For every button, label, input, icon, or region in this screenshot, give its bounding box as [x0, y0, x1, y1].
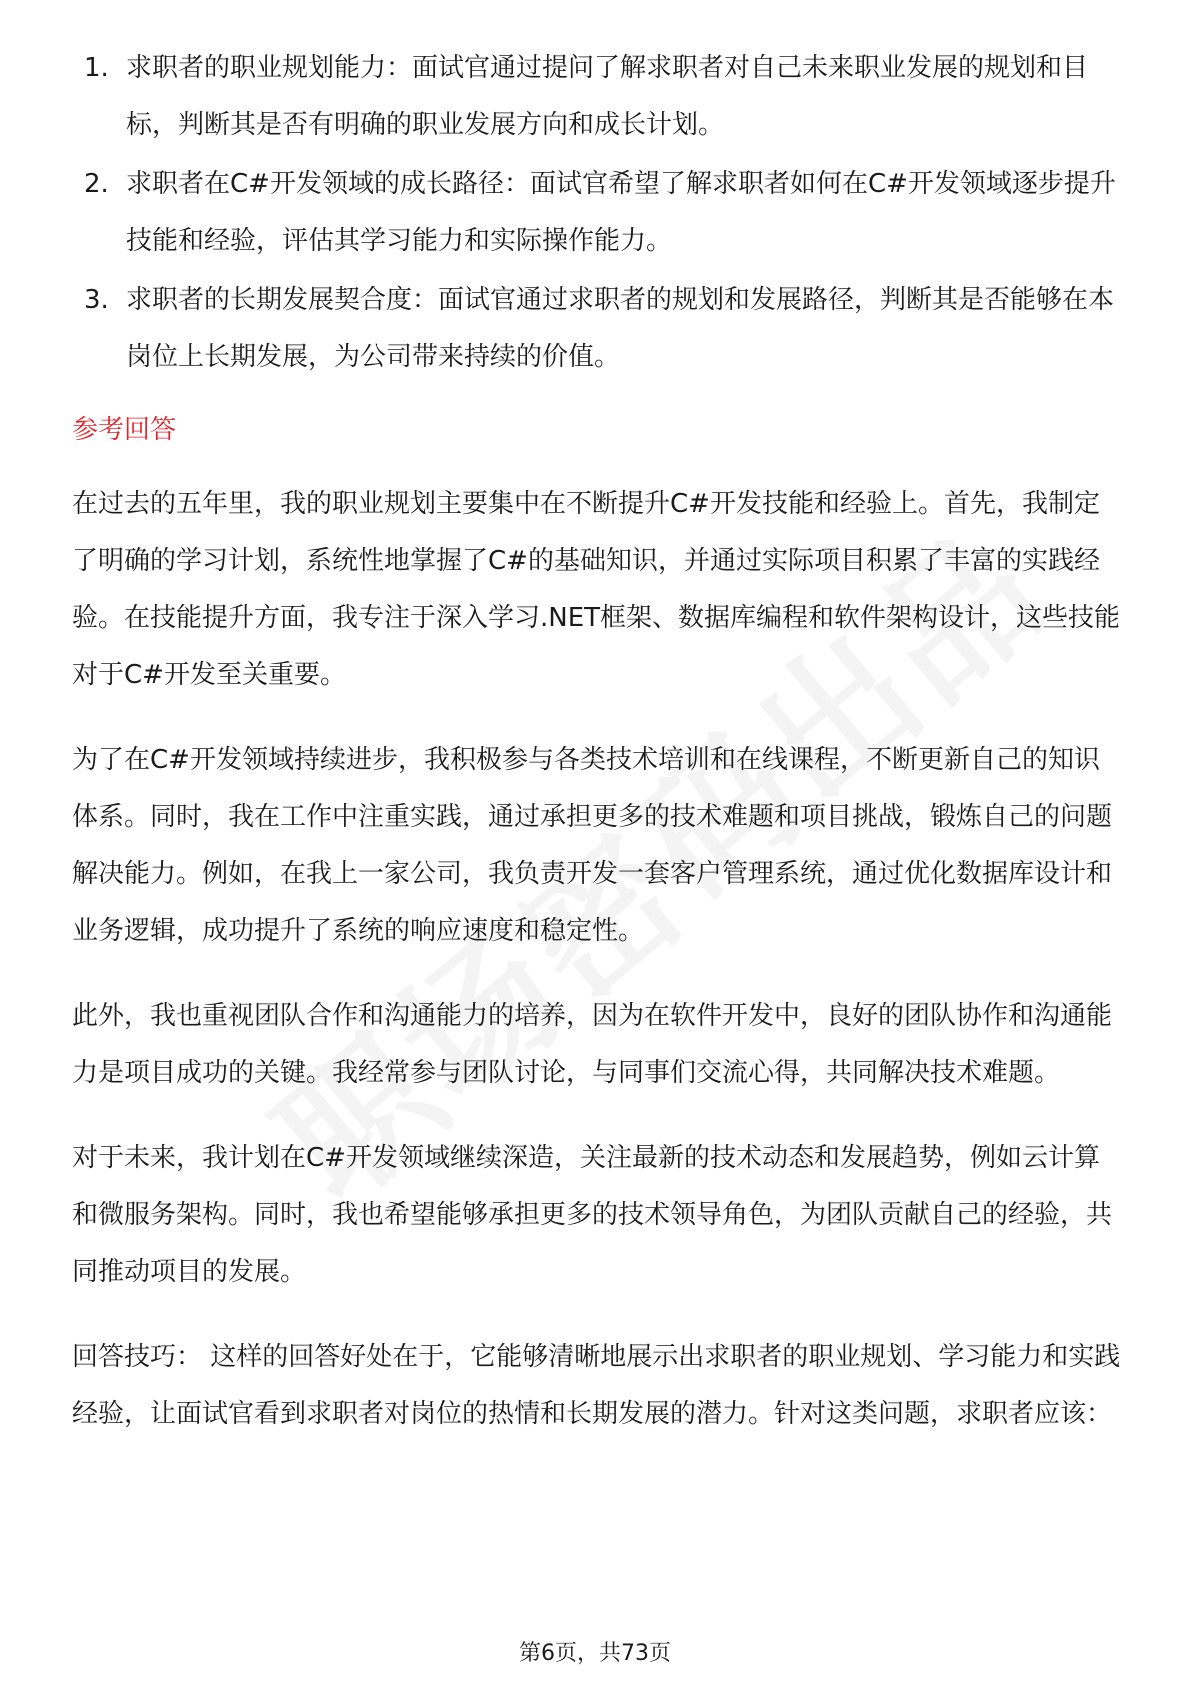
- list-item-number: 3.: [84, 285, 109, 315]
- section-heading: 参考回答: [72, 415, 177, 445]
- list-item: [72, 40, 1122, 154]
- answer-paragraph: 此外，我也重视团队合作和沟通能力的培养，因为在软件开发中，良好的团队协作和沟通能力是项目成功的关键。我经常参与团队讨论，与同事们交流心得，共同解决技术难题。: [72, 1001, 1113, 1088]
- answer-paragraph: 在过去的五年里，我的职业规划主要集中在不断提升C#开发技能和经验上。首先，我制定了明确的学习计划，系统性地掌握了C#的基础知识，并通过实际项目积累了丰富的实践经验。在技能提升方面，我专注于深入学习.NET框架、数据库编程和软件架构设计，这些技能对于C#开发至关重要。: [72, 489, 1121, 690]
- list-item: [72, 156, 1122, 270]
- list-item: [72, 272, 1122, 386]
- focus-points-list: [72, 40, 1122, 386]
- answer-tips-paragraph: 回答技巧： 这样的回答好处在于，它能够清晰地展示出求职者的职业规划、学习能力和实践经验，让面试官看到求职者对岗位的热情和长期发展的潜力。针对这类问题，求职者应该：: [72, 1342, 1121, 1429]
- page-number-footer: 第6页，共73页: [519, 1641, 671, 1666]
- list-item-text: 求职者的长期发展契合度：面试官通过求职者的规划和发展路径，判断其是否能够在本岗位上长期发展，为公司带来持续的价值。: [126, 285, 1115, 372]
- page-content: [72, 40, 1122, 1471]
- list-item-number: 1.: [84, 53, 109, 83]
- answer-paragraph: 对于未来，我计划在C#开发领域继续深造，关注最新的技术动态和发展趋势，例如云计算和微服务架构。同时，我也希望能够承担更多的技术领导角色，为团队贡献自己的经验，共同推动项目的发展。: [72, 1143, 1113, 1287]
- list-item-text: 求职者的职业规划能力：面试官通过提问了解求职者对自己未来职业发展的规划和目标，判断其是否有明确的职业发展方向和成长计划。: [126, 53, 1089, 140]
- answer-paragraph: 为了在C#开发领域持续进步，我积极参与各类技术培训和在线课程，不断更新自己的知识体系。同时，我在工作中注重实践，通过承担更多的技术难题和项目挑战，锻炼自己的问题解决能力。例如，在我上一家公司，我负责开发一套客户管理系统，通过优化数据库设计和业务逻辑，成功提升了系统的响应速度和稳定性。: [72, 745, 1113, 946]
- list-item-number: 2.: [84, 169, 109, 199]
- list-item-text: 求职者在C#开发领域的成长路径：面试官希望了解求职者如何在C#开发领域逐步提升技能和经验，评估其学习能力和实际操作能力。: [126, 169, 1116, 256]
